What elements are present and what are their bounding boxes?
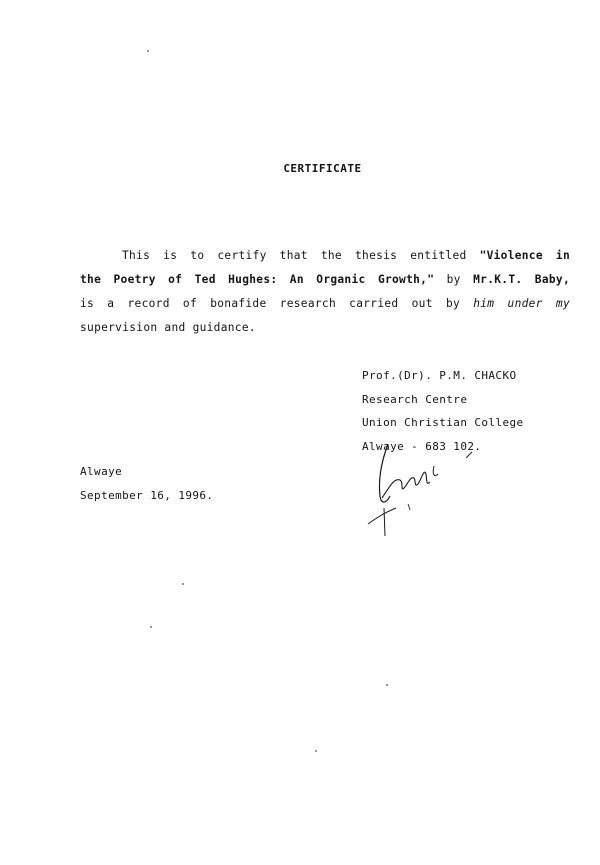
body-line-3 [80, 292, 570, 316]
certificate-body [80, 244, 570, 340]
scan-speck [315, 750, 317, 752]
scan-speck [182, 583, 184, 585]
place-and-date [80, 460, 213, 508]
handwritten-signature [360, 438, 480, 538]
signatory-department: Research Centre [362, 392, 468, 406]
body-line-1 [80, 244, 570, 268]
body-line-2 [80, 268, 570, 292]
date: September 16, 1996. [80, 489, 214, 502]
body-line-3-text: is a record of bonafide research carried out by [80, 297, 474, 310]
thesis-title-part-1: "Violence in [479, 249, 570, 262]
thesis-title-part-2: the Poetry of Ted Hughes: An Organic Growth," [80, 273, 435, 286]
signatory-institution: Union Christian College [362, 416, 524, 429]
candidate-name: Mr.K.T. Baby, [473, 273, 570, 286]
scan-speck [147, 50, 149, 52]
body-line-4: supervision and guidance. [80, 321, 256, 334]
body-line-2-text: by [434, 273, 474, 286]
scan-speck [386, 684, 388, 686]
body-line-3-text-italic: him under my [473, 297, 570, 310]
scan-speck [150, 626, 152, 628]
body-line-1-text: This is to certify that the thesis entitled [122, 249, 480, 262]
signatory-address: Alwaye - 683 102. [362, 439, 482, 453]
certificate-heading: CERTIFICATE [283, 162, 362, 175]
place: Alwaye [80, 465, 123, 478]
signatory-name: Prof.(Dr). P.M. CHACKO [362, 369, 517, 382]
